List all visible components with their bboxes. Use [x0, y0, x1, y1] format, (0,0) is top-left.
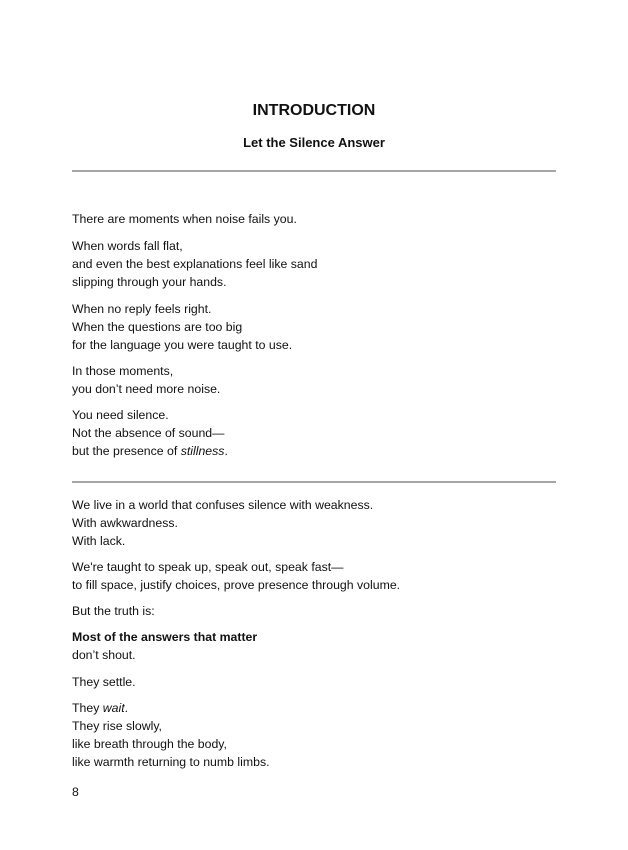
- line: When words fall flat,: [72, 239, 183, 253]
- chapter-title: INTRODUCTION: [252, 102, 376, 119]
- line: In those moments,: [72, 364, 174, 378]
- text: .: [124, 701, 129, 715]
- paragraph: [72, 673, 136, 691]
- line: They settle.: [72, 675, 136, 689]
- line: We're taught to speak up, speak out, speak fast—: [72, 560, 344, 574]
- paragraph: [72, 699, 270, 771]
- line: There are moments when noise fails you.: [72, 212, 297, 226]
- line: you don’t need more noise.: [72, 382, 221, 396]
- paragraph: [72, 300, 292, 354]
- italic-text: wait: [102, 701, 125, 715]
- line: You need silence.: [72, 408, 169, 422]
- paragraph: [72, 406, 228, 460]
- line: to fill space, justify choices, prove presence through volume.: [72, 578, 401, 592]
- line: When no reply feels right.: [72, 302, 212, 316]
- text: but the presence of: [72, 444, 181, 458]
- line: don’t shout.: [72, 648, 136, 662]
- line: But the truth is:: [72, 604, 155, 618]
- line: With lack.: [72, 534, 126, 548]
- line: like warmth returning to numb limbs.: [72, 755, 270, 769]
- line: and even the best explanations feel like sand: [72, 257, 318, 271]
- italic-text: stillness: [180, 444, 225, 458]
- line: like breath through the body,: [72, 737, 227, 751]
- line: for the language you were taught to use.: [72, 338, 293, 352]
- paragraph: [72, 558, 400, 594]
- text: .: [224, 444, 228, 458]
- line: [72, 442, 228, 460]
- line: [72, 699, 270, 717]
- line: We live in a world that confuses silence with weakness.: [72, 498, 374, 512]
- line: Not the absence of sound—: [72, 426, 225, 440]
- paragraph: [72, 210, 297, 228]
- paragraph: [72, 362, 220, 398]
- line: When the questions are too big: [72, 320, 243, 334]
- paragraph: [72, 237, 317, 291]
- divider: [72, 170, 556, 172]
- paragraph: [72, 496, 373, 550]
- line: With awkwardness.: [72, 516, 178, 530]
- page-number: 8: [72, 785, 79, 799]
- paragraph: [72, 628, 257, 664]
- line: slipping through your hands.: [72, 275, 227, 289]
- chapter-subtitle: Let the Silence Answer: [243, 135, 385, 150]
- paragraph: [72, 602, 155, 620]
- text: They: [72, 701, 103, 715]
- divider: [72, 481, 556, 483]
- line: They rise slowly,: [72, 719, 162, 733]
- bold-line: Most of the answers that matter: [72, 630, 258, 644]
